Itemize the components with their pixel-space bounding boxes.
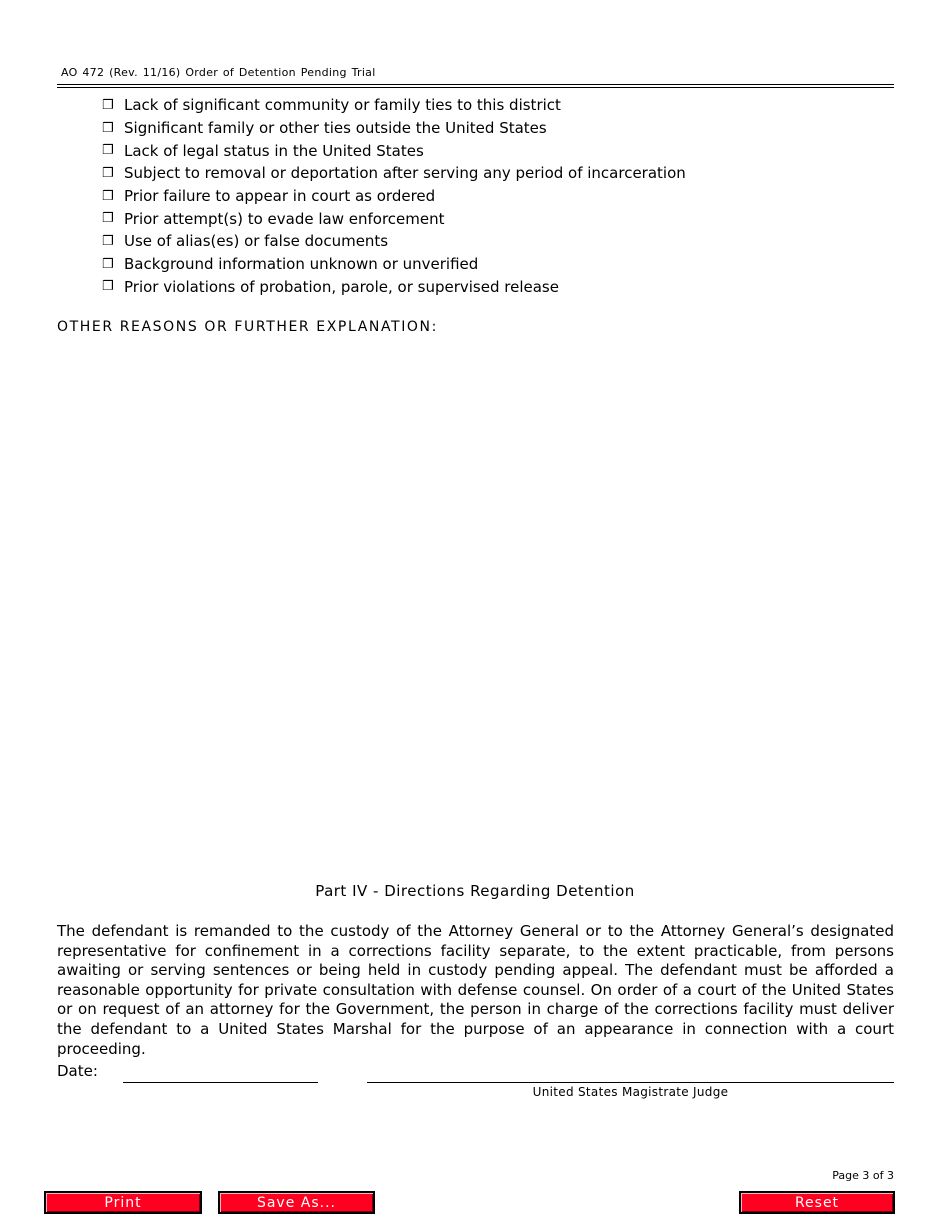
form-title: AO 472 (Rev. 11/16) Order of Detention Pending Trial: [61, 66, 376, 79]
judge-caption-text: United States Magistrate Judge: [532, 1085, 729, 1099]
checklist-item-label: Use of alias(es) or false documents: [124, 232, 389, 251]
part-iv-heading: Part IV - Directions Regarding Detention: [315, 882, 635, 900]
header-rule-top: [57, 84, 894, 85]
checkbox-icon[interactable]: ❒: [102, 256, 114, 272]
checkbox-icon[interactable]: ❒: [102, 165, 114, 181]
checklist-item-label: Prior attempt(s) to evade law enforcement: [124, 209, 445, 228]
checklist-item: [102, 185, 686, 208]
checklist-item: [102, 276, 686, 299]
checklist-item: [102, 162, 686, 185]
detention-reasons-checklist: [102, 94, 686, 298]
checkbox-icon[interactable]: ❒: [102, 120, 114, 136]
checklist-item: [102, 207, 686, 230]
other-reasons-heading: OTHER REASONS OR FURTHER EXPLANATION:: [57, 319, 438, 335]
checklist-item: [102, 117, 686, 140]
checklist-item-label: Subject to removal or deportation after serving any period of incarceration: [124, 164, 686, 183]
checklist-item-label: Significant family or other ties outside the United States: [124, 119, 547, 138]
other-reasons-field[interactable]: [57, 342, 894, 862]
print-button[interactable]: Print: [44, 1191, 202, 1214]
checkbox-icon[interactable]: ❒: [102, 279, 114, 295]
checklist-item-label: Lack of significant community or family ties to this district: [124, 96, 561, 115]
checkbox-icon[interactable]: ❒: [102, 233, 114, 249]
detention-directions-text: The defendant is remanded to the custody of the Attorney General or to the Attorney General’s designated representative for confinement in a corrections facility separate, to the extent practicable, from persons awaiting or serving sentences or being held in custody pending appeal. The defendant must be afforded a reasonable opportunity for private consultation with defense counsel. On order of a court of the United States or on request of an attorney for the Government, the person in charge of the corrections facility must deliver the defendant to a United States Marshal for the purpose of an appearance in connection with a court proceeding.: [57, 922, 894, 1058]
checkbox-icon[interactable]: ❒: [102, 143, 114, 159]
date-field[interactable]: [123, 1082, 318, 1083]
checklist-item-label: Background information unknown or unverified: [124, 255, 479, 274]
header-rule-bottom: [57, 87, 894, 88]
checkbox-icon[interactable]: ❒: [102, 97, 114, 113]
checklist-item: [102, 94, 686, 117]
checklist-item: [102, 253, 686, 276]
checklist-item-label: Prior violations of probation, parole, or supervised release: [124, 277, 559, 296]
checklist-item: [102, 139, 686, 162]
checklist-item: [102, 230, 686, 253]
checklist-item-label: Lack of legal status in the United States: [124, 141, 424, 160]
checklist-item-label: Prior failure to appear in court as ordered: [124, 187, 436, 206]
judge-caption: [367, 1085, 894, 1099]
save-as-button[interactable]: Save As...: [218, 1191, 375, 1214]
page-number: Page 3 of 3: [832, 1169, 894, 1182]
checkbox-icon[interactable]: ❒: [102, 188, 114, 204]
date-label: Date:: [57, 1062, 98, 1080]
checkbox-icon[interactable]: ❒: [102, 211, 114, 227]
judge-signature-line[interactable]: [367, 1082, 894, 1083]
reset-button[interactable]: Reset: [739, 1191, 895, 1214]
